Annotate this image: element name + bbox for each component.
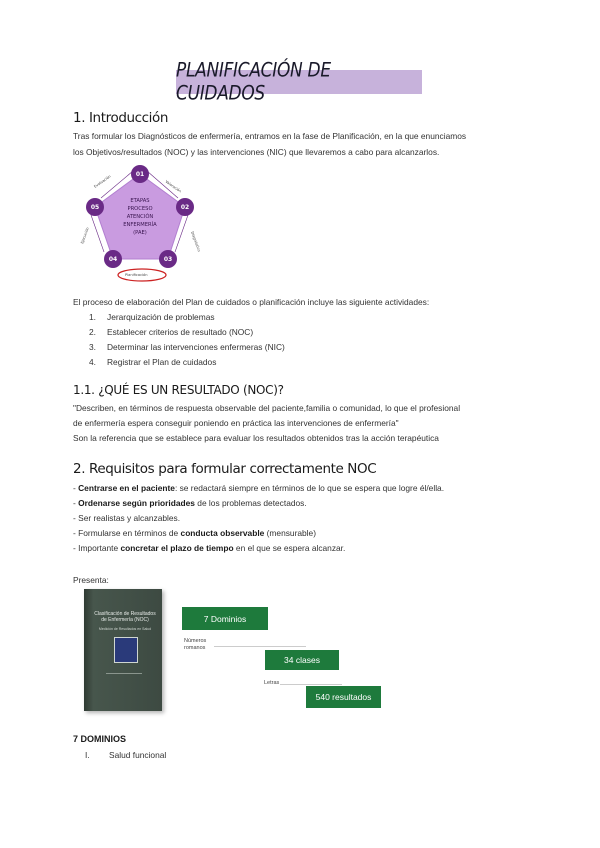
process-item-3-text: Determinar las intervenciones enfermeras (NIC) <box>107 342 285 352</box>
dominios-heading: 7 DOMINIOS <box>73 734 127 744</box>
requirement-4: - Formularse en términos de conducta observable (mensurable) <box>73 528 316 538</box>
requirement-5-pre: Importante <box>78 543 121 553</box>
requirement-3: - Ser realistas y alcanzables. <box>73 513 181 523</box>
process-item-1-text: Jerarquización de problemas <box>107 312 215 322</box>
process-item-1-num: 1. <box>89 312 96 322</box>
book-emblem <box>114 637 138 663</box>
center-line-1: ETAPAS <box>130 198 150 204</box>
resultados-box <box>306 686 381 708</box>
label-planificacion: Planificación <box>125 273 148 277</box>
process-item-4-text: Registrar el Plan de cuidados <box>107 357 217 367</box>
process-item-4-num: 4. <box>89 357 96 367</box>
process-item-3-num: 3. <box>89 342 96 352</box>
resultados-box-label: 540 resultados <box>315 692 372 702</box>
center-line-5: (PAE) <box>133 230 147 236</box>
label-valoracion: Valoración <box>164 179 183 194</box>
note-numeros-romanos: Números romanos <box>184 638 207 651</box>
section-1-1-line-1: "Describen, en términos de respuesta observable del paciente,familia o comunidad, lo que el profesional <box>73 403 461 413</box>
section-2-heading: 2. Requisitos para formular correctamente NOC <box>73 461 377 477</box>
clases-box-label: 34 clases <box>284 655 320 665</box>
requirement-4-bold: conducta observable <box>180 528 265 538</box>
center-line-3: ATENCIÓN <box>126 214 154 220</box>
requirement-2-bold: Ordenarse según prioridades <box>78 498 195 508</box>
node-02-label: 02 <box>180 204 190 211</box>
process-intro: El proceso de elaboración del Plan de cuidados o planificación incluye las siguiente actividades: <box>73 297 430 307</box>
book-title: Clasificación de Resultados de Enfermería (NOC) <box>94 611 156 623</box>
section-1-1-line-2: de enfermería espera conseguir poniendo en práctica las intervenciones de enfermería" <box>73 418 399 428</box>
requirement-3-text: Ser realistas y alcanzables. <box>78 513 181 523</box>
dominios-box <box>182 607 268 630</box>
section-1-line-1: Tras formular los Diagnósticos de enfermería, entramos en la fase de Planificación, en la que enunciamos <box>73 131 467 141</box>
dominio-item-1 <box>85 750 166 760</box>
presenta-label: Presenta: <box>73 575 109 585</box>
center-line-2: PROCESO <box>127 206 153 212</box>
requirement-5: - Importante concretar el plazo de tiempo en el que se espera alcanzar. <box>73 543 346 553</box>
center-line-4: ENFERMERÍA <box>123 222 157 228</box>
pae-diagram <box>73 160 213 286</box>
process-item-3 <box>89 342 285 352</box>
process-item-2 <box>89 327 253 337</box>
section-1-1-line-3: Son la referencia que se establece para evaluar los resultados obtenidos tras la acción terapéutica <box>73 433 439 443</box>
requirement-1-rest: : se redactará siempre en términos de lo que se espera que logre él/ella. <box>174 483 445 493</box>
label-diagnostico: Diagnóstico <box>190 230 202 253</box>
book-subtitle: Medición de Resultados en Salud <box>98 627 152 631</box>
requirement-5-bold: concretar el plazo de tiempo <box>120 543 234 553</box>
dominios-box-label: 7 Dominios <box>203 613 247 624</box>
process-item-2-text: Establecer criterios de resultado (NOC) <box>107 327 254 337</box>
connector-1 <box>214 646 306 647</box>
process-item-2-num: 2. <box>89 327 96 337</box>
node-05-label: 05 <box>90 204 100 211</box>
section-1-line-2: los Objetivos/resultados (NOC) y las intervenciones (NIC) que llevaremos a cabo para alcanzarlos. <box>73 147 440 157</box>
label-ejecucion: Ejecución <box>80 226 90 245</box>
requirement-5-rest: en el que se espera alcanzar. <box>233 543 346 553</box>
requirement-4-rest: (mensurable) <box>264 528 316 538</box>
node-03-label: 03 <box>163 256 173 263</box>
section-1-1-heading: 1.1. ¿QUÉ ES UN RESULTADO (NOC)? <box>73 383 284 397</box>
connector-2 <box>280 684 342 685</box>
dominio-item-1-num: I. <box>85 750 90 760</box>
page-title-banner <box>176 59 422 105</box>
requirement-1: - Centrarse en el paciente: se redactará siempre en términos de lo que se espera que logre él/ella. <box>73 483 445 493</box>
requirement-2: - Ordenarse según prioridades de los problemas detectados. <box>73 498 307 508</box>
requirement-4-pre: Formularse en términos de <box>78 528 181 538</box>
section-1-heading: 1. Introducción <box>73 110 169 126</box>
label-evaluacion: Evaluación <box>93 174 112 189</box>
process-item-4 <box>89 357 216 367</box>
process-item-1 <box>89 312 215 322</box>
requirement-1-bold: Centrarse en el paciente <box>78 483 175 493</box>
node-04-label: 04 <box>108 256 118 263</box>
clases-box <box>265 650 339 670</box>
node-01-label: 01 <box>135 171 145 178</box>
requirement-2-rest: de los problemas detectados. <box>194 498 307 508</box>
note-letras: Letras <box>264 680 280 686</box>
page-title: PLANIFICACIÓN DE CUIDADOS <box>176 59 331 105</box>
noc-book-cover <box>84 589 162 711</box>
dominio-item-1-text: Salud funcional <box>109 750 167 760</box>
book-authors-divider <box>106 673 142 690</box>
